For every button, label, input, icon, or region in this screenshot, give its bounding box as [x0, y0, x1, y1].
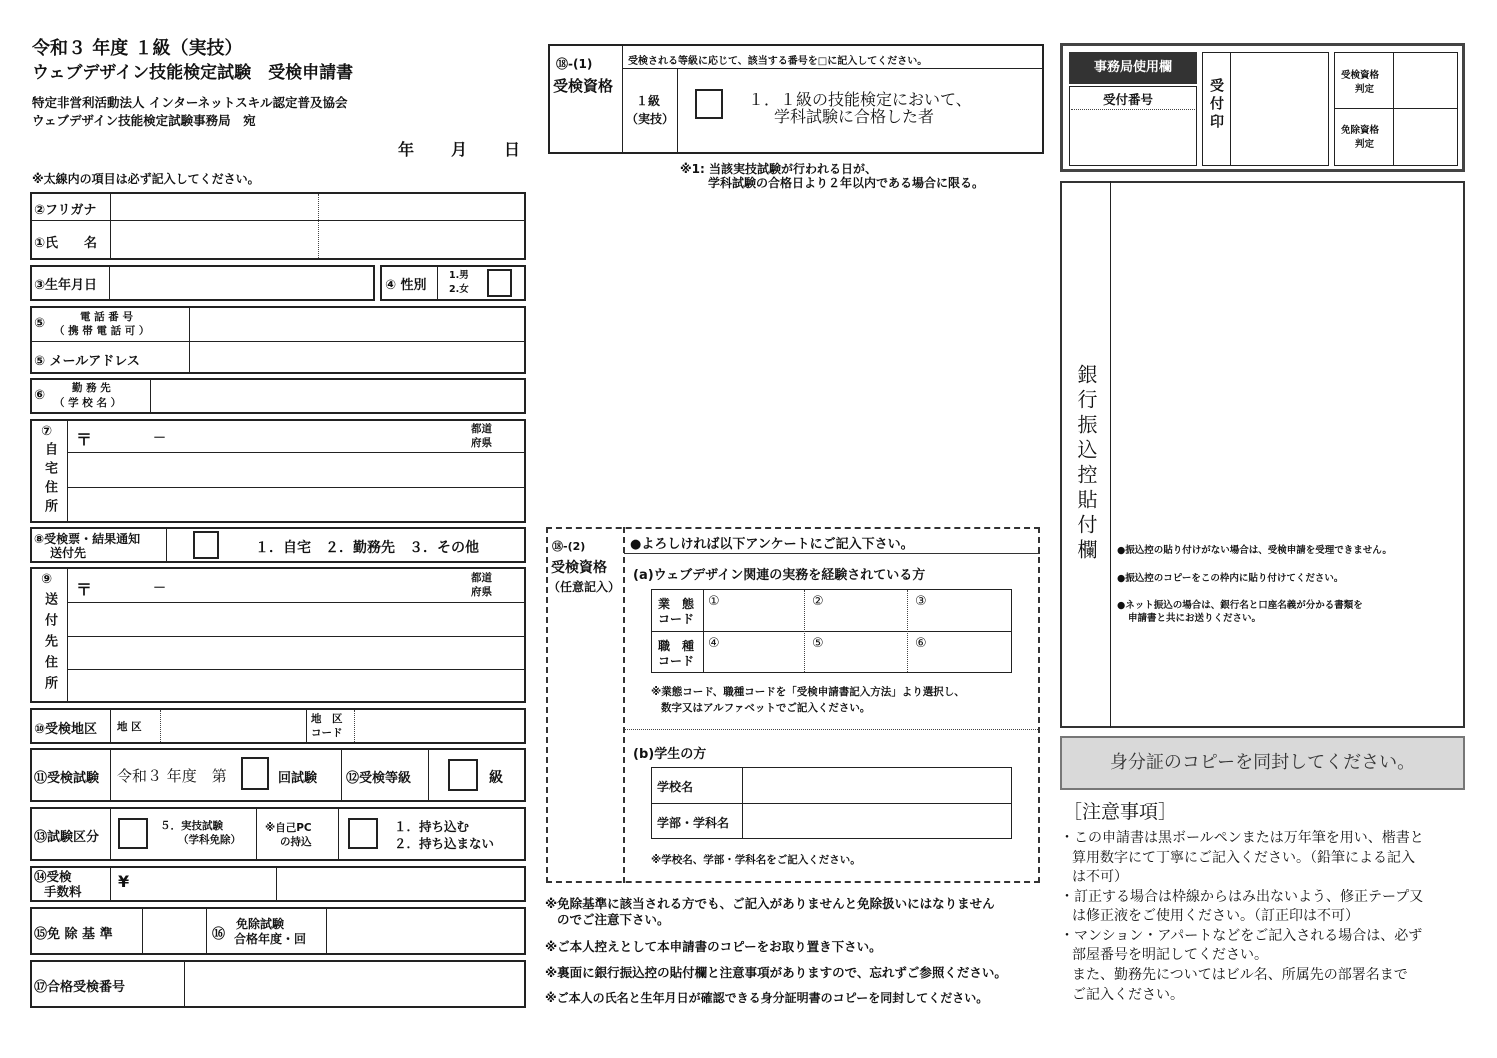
exempt-year-label-1: 免除試験	[236, 917, 285, 931]
category-opt-sub: （学科免除）	[178, 834, 241, 846]
furigana-input[interactable]	[112, 194, 522, 218]
home-postal-dash: －	[153, 431, 167, 446]
send-address-label: 送付先住所	[42, 592, 57, 697]
qual2-b-title: (b)学生の方	[633, 747, 707, 762]
bank-slip-title: 銀行振込控貼付欄	[1074, 364, 1098, 564]
gender-checkbox[interactable]	[487, 269, 512, 297]
school-note: ※学校名、学部・学科名をご記入ください。	[651, 854, 861, 866]
pass-number-label: ⑰合格受検番号	[34, 980, 126, 995]
home-pref-2: 府県	[471, 437, 492, 449]
receipt-no-label: 受付番号	[1103, 92, 1154, 107]
job-code-2[interactable]: ⑤	[812, 636, 824, 651]
category-opt: ５．実技試験	[160, 820, 223, 832]
fee-label-2: 手数料	[44, 884, 82, 899]
school-input[interactable]	[744, 769, 1010, 801]
exempt-judge-1: 免除資格	[1341, 125, 1380, 136]
qual1-grade: １級	[636, 94, 661, 108]
region-code-input[interactable]	[356, 710, 524, 742]
gender-opt-female: 2.女	[449, 284, 469, 295]
job-code-1[interactable]: ④	[708, 636, 720, 651]
date-month-label: 月	[451, 140, 468, 159]
send-address-line1[interactable]	[69, 604, 524, 634]
mid-note-1b: のでご注意下さい。	[557, 912, 670, 927]
biz-code-3[interactable]: ③	[915, 594, 927, 609]
exam-label: ⑪受検試験	[34, 771, 100, 786]
caution-1b: 算用数字にて丁寧にご記入ください。（鉛筆による記入	[1072, 850, 1415, 866]
furigana-label: ②フリガナ	[34, 203, 97, 218]
region-code-1: 地 区	[311, 713, 343, 725]
phone-input[interactable]	[191, 308, 524, 339]
exempt-year-label-2: 合格年度・回	[234, 932, 307, 946]
qual-judge-2: 判定	[1355, 84, 1375, 95]
birth-label: ③生年月日	[34, 278, 98, 293]
job-code-label-1: 職 種	[658, 639, 695, 653]
stamp-label: 受付印	[1208, 78, 1224, 132]
home-postal-mark: 〒	[76, 430, 93, 449]
grade-unit: 級	[489, 770, 503, 786]
pc-label-1: ※自己PC	[265, 822, 312, 834]
form-title: ウェブデザイン技能検定試験 受検申請書	[32, 63, 354, 83]
gender-opt-male: 1.男	[449, 270, 469, 281]
fee-yen: ¥	[118, 872, 130, 891]
name-label: ①氏 名	[34, 236, 98, 251]
required-note: ※太線内の項目は必ず記入してください。	[32, 172, 260, 186]
grade-input[interactable]	[448, 759, 478, 791]
qual1-checkbox[interactable]	[695, 89, 723, 119]
job-code-3[interactable]: ⑥	[915, 636, 927, 651]
pc-label-2: の持込	[280, 836, 312, 848]
fee-input[interactable]	[135, 868, 274, 900]
work-sub: （ 学 校 名 ）	[54, 397, 122, 409]
region-label: ⑩受検地区	[34, 722, 98, 737]
fee-block	[30, 866, 526, 902]
work-num: ⑥	[34, 388, 46, 403]
pc-checkbox[interactable]	[348, 818, 378, 849]
pc-opt-1: １．持ち込む	[394, 819, 470, 834]
exempt-input[interactable]	[144, 909, 204, 953]
caution-3c: また、勤務先についてはビル名、所属先の部署名まで	[1072, 967, 1408, 983]
qual1-footnote-2: 学科試験の合格日より２年以内である場合に限る。	[708, 176, 985, 190]
region-chiku: 地 区	[117, 721, 142, 733]
qual1-option-2: 学科試験に合格した者	[774, 107, 935, 126]
id-copy-banner: 身分証のコピーを同封してください。	[1060, 736, 1465, 790]
mid-note-2: ※ご本人控えとして本申請書のコピーをお取り置き下さい。	[545, 939, 882, 954]
date-day-label: 日	[504, 140, 521, 159]
org-name: 特定非営利活動法人 インターネットスキル認定普及協会	[32, 95, 348, 110]
exam-round-input[interactable]	[241, 757, 269, 790]
bank-note-1: ●振込控の貼り付けがない場合は、受検申請を受理できません。	[1117, 545, 1392, 556]
work-label: 勤 務 先	[72, 382, 111, 394]
mid-note-4: ※ご本人の氏名と生年月日が確認できる身分証明書のコピーを同封してください。	[545, 991, 989, 1005]
qual1-num: ⑱-(1)	[556, 57, 593, 71]
bank-note-3a: ●ネット振込の場合は、銀行名と口座名義が分かる書類を	[1117, 600, 1363, 611]
qual2-a-title: (a)ウェブデザイン関連の実務を経験されている方	[633, 568, 926, 583]
email-input[interactable]	[191, 343, 524, 372]
caution-1c: は不可）	[1072, 869, 1128, 885]
pc-opt-2: ２．持ち込まない	[394, 836, 495, 851]
send-postal-mark: 〒	[76, 580, 93, 599]
grade-label: ⑫受検等級	[346, 771, 412, 786]
gender-label: ④ 性別	[385, 278, 427, 293]
qual1-footnote-1: ※1: 当該実技試験が行われる日が、	[680, 162, 877, 176]
qual2-label: 受検資格	[551, 560, 607, 576]
name-input[interactable]	[112, 222, 522, 258]
form-year-title: 令和３ 年度 １級（実技）	[32, 38, 243, 59]
caution-2b: は修正液をご使用ください。（訂正印は不可）	[1072, 908, 1359, 924]
exempt-year-num: ⑯	[212, 927, 226, 942]
region-code-2: コード	[311, 727, 343, 739]
home-pref-1: 都道	[471, 423, 492, 435]
bank-slip-block	[1060, 181, 1465, 728]
caution-1a: ・この申請書は黒ボールペンまたは万年筆を用い、楷書と	[1060, 830, 1424, 846]
home-address-line1[interactable]	[69, 454, 524, 485]
org-office: ウェブデザイン技能検定試験事務局 宛	[32, 113, 256, 128]
exam-era: 令和３ 年度 第	[117, 767, 227, 785]
code-note-2: 数字又はアルファベットでご記入ください。	[661, 702, 871, 714]
exempt-year-input[interactable]	[328, 909, 524, 953]
office-use-title: 事務局使用欄	[1069, 52, 1197, 84]
caution-3a: ・マンション・アパートなどをご記入される場合は、必ず	[1060, 928, 1423, 944]
home-address-label: 自宅住所	[42, 442, 57, 518]
qual2-num: ⑱-(2)	[552, 540, 586, 553]
category-label: ⑬試験区分	[34, 830, 100, 845]
qual-judge-1: 受検資格	[1341, 70, 1380, 81]
send-pref-1: 都道	[471, 572, 492, 584]
phone-num: ⑤	[34, 316, 46, 331]
birth-input[interactable]	[111, 267, 373, 299]
qual1-label: 受検資格	[553, 77, 614, 95]
qual1-instruction: 受検される等級に応じて、該当する番号を□に記入してください。	[628, 56, 928, 67]
region-input[interactable]	[162, 710, 304, 742]
mid-note-3: ※裏面に銀行振込控の貼付欄と注意事項がありますので、忘れずご参照ください。	[545, 965, 1007, 980]
send-postal-dash: －	[153, 581, 167, 596]
phone-label: 電 話 番 号	[80, 311, 133, 323]
biz-code-label-2: コード	[658, 612, 695, 626]
exam-round-label: 回試験	[278, 771, 318, 786]
biz-code-label-1: 業 態	[658, 597, 695, 611]
school-label: 学校名	[657, 780, 694, 794]
caution-3b: 部屋番号を明記してください。	[1072, 947, 1268, 963]
home-address-line2[interactable]	[69, 489, 524, 521]
work-input[interactable]	[152, 380, 524, 412]
caution-title: ［注意事項］	[1063, 801, 1178, 823]
pass-number-input[interactable]	[186, 962, 524, 1006]
send-dest-label-1: ⑧受検票・結果通知	[34, 532, 141, 546]
qual2-sub: （任意記入）	[548, 580, 621, 594]
home-num: ⑦	[41, 424, 53, 439]
job-code-label-2: コード	[658, 654, 695, 668]
bank-note-2: ●振込控のコピーをこの枠内に貼り付けてください。	[1117, 573, 1344, 584]
dept-input[interactable]	[744, 805, 1010, 837]
send-num: ⑨	[41, 572, 53, 587]
dept-label: 学部・学科名	[657, 816, 730, 830]
caution-3d: ご記入ください。	[1072, 987, 1184, 1003]
fee-label-1: ⑭受検	[34, 869, 72, 884]
exempt-judge-2: 判定	[1355, 139, 1375, 150]
biz-code-1[interactable]: ①	[708, 594, 720, 609]
date-year-label: 年	[398, 140, 415, 159]
code-note-1: ※業態コード、職種コードを「受検申請書記入方法」より選択し、	[651, 686, 965, 698]
phone-sub: （ 携 帯 電 話 可 ）	[54, 325, 150, 337]
send-dest-options: １．自宅 ２．勤務先 ３．その他	[255, 540, 479, 556]
biz-code-2[interactable]: ②	[812, 594, 824, 609]
email-label: ⑤ メールアドレス	[34, 354, 140, 369]
qual2-intro: ●よろしければ以下アンケートにご記入下さい。	[630, 537, 914, 552]
qual1-grade-sub: （実技）	[626, 112, 675, 126]
category-checkbox[interactable]	[118, 818, 148, 849]
caution-2a: ・訂正する場合は枠線からはみ出ないよう、修正テープ又	[1060, 889, 1424, 905]
send-address-line2[interactable]	[69, 638, 524, 667]
send-dest-label-2: 送付先	[50, 546, 87, 560]
exempt-label: ⑮免 除 基 準	[34, 927, 113, 942]
send-pref-2: 府県	[471, 586, 492, 598]
send-dest-checkbox[interactable]	[193, 531, 219, 559]
mid-note-1a: ※免除基準に該当される方でも、ご記入がありませんと免除扱いにはなりません	[545, 896, 995, 911]
qual1-option-1: １．１級の技能検定において、	[748, 90, 972, 109]
send-address-line3[interactable]	[69, 671, 524, 701]
bank-note-3b: 申請書と共にお送りください。	[1128, 613, 1262, 624]
